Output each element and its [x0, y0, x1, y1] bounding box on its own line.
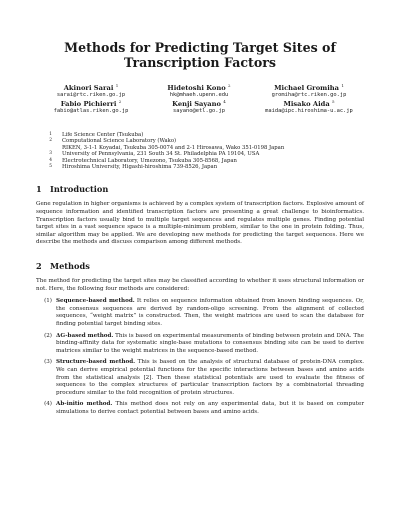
affiliation-list	[36, 132, 364, 170]
author-email: hk@mhaeh.upenn.edu	[169, 92, 229, 99]
list-item-lead: Ab-initio method.	[56, 401, 113, 408]
affiliation-text: University of Pennsylvania, 231 South 34 St. Philadelphia PA 19104, USA	[62, 151, 260, 158]
list-marker: (2)	[44, 332, 52, 339]
list-marker: (4)	[44, 401, 52, 408]
affiliation-number: 3	[49, 151, 52, 157]
affiliation-text: Computational Science Laboratory (Wako)	[62, 138, 177, 145]
list-item	[36, 333, 364, 356]
paper-title	[36, 40, 364, 70]
author-name: Michael Gromiha	[274, 84, 339, 93]
section-number: 2	[36, 261, 42, 271]
list-item-text: This is based on experimental measurements of binding between protein and DNA. The binding-affinity data for systematic single-base mutations to consensus binding site can be used to derive matrices similar to the weight matrices in the sequence-based method.	[56, 332, 364, 354]
list-item-body	[56, 359, 364, 397]
list-item-body	[56, 333, 364, 356]
author-email: gromiha@rtc.riken.go.jp	[271, 92, 347, 99]
affiliation-number: 2	[49, 138, 52, 144]
section-title: Introduction	[50, 184, 109, 195]
list-marker: (3)	[44, 359, 52, 366]
list-item-lead: Sequence-based method.	[56, 298, 135, 305]
affiliation-number: 5	[49, 164, 52, 170]
paper-page	[36, 40, 364, 421]
author-name: Kenji Sayano	[172, 100, 221, 109]
author-affil-mark: 4	[223, 99, 226, 104]
author-affil-mark: 2	[118, 99, 122, 104]
section-heading-introduction	[36, 184, 364, 194]
title-line-1: Methods for Predicting Target Sites of	[64, 40, 336, 55]
author-affil-mark: 5	[332, 99, 335, 104]
list-marker: (1)	[44, 298, 52, 305]
list-item-text: This is based on the analysis of structural database of protein-DNA complex. We can derive empirical potential functions for the specific interactions between bases and amino acids from the statistical analysis [2]. Then these statistical potentials are used to evaluate the fitness of sequences to the complex structures of particular transcription factors by a combinatorial threading procedure similar to the fold recognition of protein structures.	[56, 359, 364, 396]
methods-paragraph: The method for predicting the target sites may be classified according to whether it uses structural information or not. Here, the following four methods are considered:	[36, 278, 364, 292]
affiliation-number: 1	[49, 132, 52, 137]
affiliation-number: 4	[49, 157, 52, 163]
author-affil-mark: 1	[341, 83, 344, 88]
list-item	[36, 401, 364, 416]
list-item-body	[56, 298, 364, 328]
author-email: maida@ipc.hiroshima-u.ac.jp	[265, 108, 353, 115]
section-title: Methods	[50, 261, 90, 271]
author-sayano	[144, 98, 254, 115]
section-heading-methods	[36, 261, 364, 271]
affiliation-item	[36, 164, 364, 170]
list-item-lead: ΔG-based method.	[56, 332, 114, 339]
author-name: Hidetoshi Kono	[167, 84, 226, 93]
list-item	[36, 359, 364, 397]
list-item-text: This method does not rely on any experimental data, but it is based on computer simulations to derive contact potential between bases and amino acids.	[56, 401, 365, 415]
affiliation-text: Hiroshima University, Higashi-hiroshima 739-8526, Japan	[62, 164, 218, 171]
author-email: fabio@atlas.riken.go.jp	[53, 108, 129, 115]
author-kono	[144, 82, 254, 99]
author-name: Fabio Pichierri	[60, 100, 117, 109]
author-email: sarai@rtc.riken.go.jp	[56, 92, 126, 99]
affiliation-text: RIKEN, 3-1-1 Koyadai, Tsukuba 305-0074 and 2-1 Hirosawa, Wako 351-0198 Japan	[62, 144, 285, 151]
list-item	[36, 298, 364, 328]
affiliation-text: Electrotechnical Laboratory, Umezono, Tsukuba 305-8568, Japan	[62, 157, 237, 164]
author-name: Misako Aida	[283, 100, 330, 109]
author-pichierri	[36, 98, 146, 115]
list-item-body	[56, 401, 364, 416]
author-name: Akinori Sarai	[63, 84, 114, 93]
author-aida	[254, 98, 364, 115]
methods-list	[36, 298, 364, 416]
title-line-2: Transcription Factors	[124, 55, 276, 70]
introduction-paragraph: Gene regulation in higher organisms is achieved by a complex system of transcription factors. Explosive amount of sequence information and identified transcription factors are presenting a great challenge to bioinformatics. Transcription factors usually bind to multiple target sequences and regulates multiple genes. Finding potential target sites in a vast sequence space is a multiple-minimum problem, similar to the one in protein folding. Thus, similar algorithm may be applied. We are developing new methods for predicting the target sequences. Here we describe the methods and discuss comparison among different methods.	[36, 201, 364, 246]
author-email: sayano@etl.go.jp	[173, 108, 225, 115]
author-sarai	[36, 82, 146, 99]
list-item-lead: Structure-based method.	[56, 359, 136, 366]
author-block	[36, 82, 364, 132]
author-affil-mark: 2	[228, 83, 231, 88]
author-gromiha	[254, 82, 364, 99]
list-item-text: It relies on sequence information obtained from known binding sequences. Or, the consensus sequences are derived by random-oligo screening. From the alignment of collected sequences, “weight matrix” is constructed. Then, the weight matrices are used to scan the database for finding potential target binding sites.	[56, 298, 365, 327]
author-affil-mark: 1	[115, 83, 119, 88]
section-number: 1	[36, 184, 42, 195]
affiliation-text: Life Science Center (Tsukuba)	[62, 132, 144, 138]
